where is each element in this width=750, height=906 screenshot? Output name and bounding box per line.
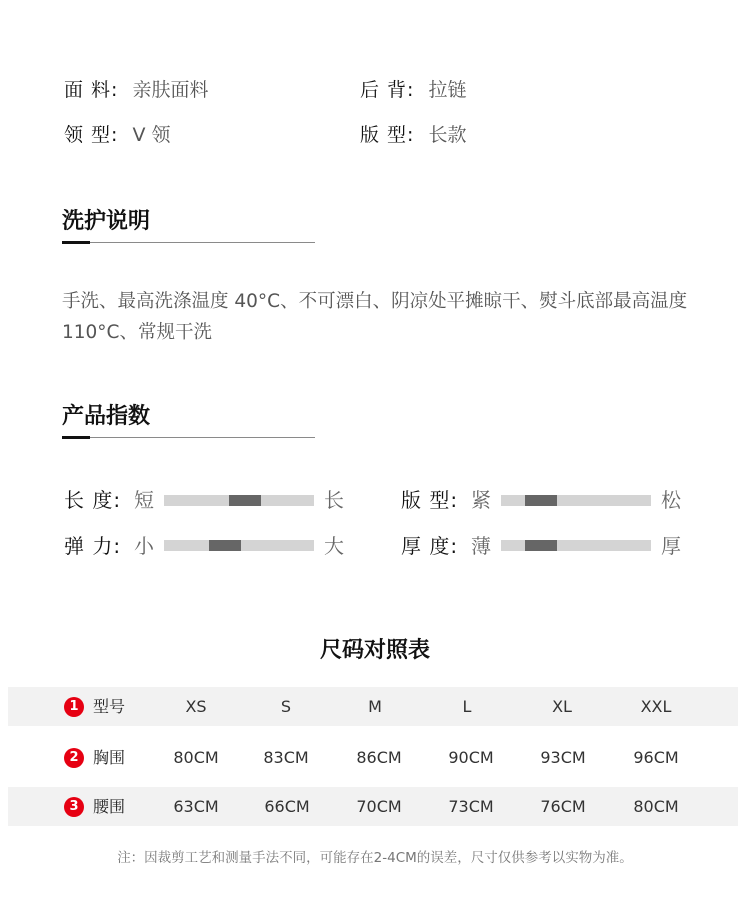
row-label: 型号 xyxy=(93,697,126,716)
table-cell: 90CM xyxy=(448,748,494,767)
table-cell: M xyxy=(368,697,382,716)
table-cell: 76CM xyxy=(540,797,586,816)
table-cell: XL xyxy=(552,697,572,716)
row-label: 腰围 xyxy=(93,797,126,816)
size-row-waist xyxy=(8,787,738,826)
attr-key: 版 型: xyxy=(360,124,415,146)
attr-fit-type xyxy=(360,123,466,147)
index-length-track xyxy=(164,495,314,506)
attr-back xyxy=(360,78,466,102)
row-number-badge: 1 xyxy=(64,697,84,717)
index-elasticity-label: 弹 力: xyxy=(64,534,122,558)
index-elasticity-track xyxy=(164,540,314,551)
attr-collar xyxy=(64,123,171,147)
table-cell: 96CM xyxy=(633,748,679,767)
index-length-label: 长 度: xyxy=(64,488,122,512)
table-cell: XS xyxy=(185,697,207,716)
attr-value: 拉链 xyxy=(428,79,467,101)
index-length-low: 短 xyxy=(134,488,154,512)
index-elasticity-high: 大 xyxy=(324,534,344,558)
table-cell: 86CM xyxy=(356,748,402,767)
indices-divider-accent xyxy=(62,436,90,439)
attr-key: 领 型: xyxy=(64,124,119,146)
index-length-marker xyxy=(229,495,261,506)
index-fit-track xyxy=(501,495,651,506)
row-label: 胸围 xyxy=(93,748,126,767)
care-title: 洗护说明 xyxy=(62,209,151,234)
index-fit-low: 紧 xyxy=(471,488,491,512)
care-divider xyxy=(62,242,315,243)
index-fit-marker xyxy=(525,495,557,506)
table-cell: 70CM xyxy=(356,797,402,816)
attr-fabric xyxy=(64,78,208,102)
attr-key: 面 料: xyxy=(64,79,119,101)
size-row-size xyxy=(8,687,738,726)
attr-value: 长款 xyxy=(428,124,467,146)
size-row-chest xyxy=(8,738,738,777)
table-cell: 73CM xyxy=(448,797,494,816)
indices-divider xyxy=(62,437,315,438)
index-elasticity-low: 小 xyxy=(134,534,154,558)
attr-key: 后 背: xyxy=(360,79,415,101)
index-thickness-low: 薄 xyxy=(471,534,491,558)
table-cell: L xyxy=(462,697,472,716)
size-table-title: 尺码对照表 xyxy=(319,638,430,663)
attr-value: 亲肤面料 xyxy=(132,79,209,101)
row-number-badge: 2 xyxy=(64,748,84,768)
table-cell: 80CM xyxy=(173,748,219,767)
table-cell: S xyxy=(280,697,292,716)
row-number-badge: 3 xyxy=(64,797,84,817)
care-instructions: 手洗、最高洗涤温度 40°C、不可漂白、阴凉处平摊晾干、熨斗底部最高温度 110°C、常规干洗 xyxy=(62,291,688,343)
care-divider-accent xyxy=(62,241,90,244)
indices-title: 产品指数 xyxy=(62,404,151,429)
index-thickness-label: 厚 度: xyxy=(401,534,459,558)
table-cell: XXL xyxy=(640,697,672,716)
index-thickness-high: 厚 xyxy=(661,534,681,558)
table-cell: 83CM xyxy=(263,748,309,767)
index-fit-high: 松 xyxy=(661,488,681,512)
index-elasticity-marker xyxy=(209,540,241,551)
table-cell: 63CM xyxy=(173,797,219,816)
size-note: 注：因裁剪工艺和测量手法不同，可能存在2-4CM的误差，尺寸仅供参考以实物为准。 xyxy=(117,850,633,866)
table-cell: 93CM xyxy=(540,748,586,767)
index-thickness-track xyxy=(501,540,651,551)
table-cell: 66CM xyxy=(264,797,310,816)
index-length-high: 长 xyxy=(324,488,344,512)
index-thickness-marker xyxy=(525,540,557,551)
index-fit-label: 版 型: xyxy=(401,488,459,512)
table-cell: 80CM xyxy=(633,797,679,816)
attr-value: V 领 xyxy=(132,124,171,146)
